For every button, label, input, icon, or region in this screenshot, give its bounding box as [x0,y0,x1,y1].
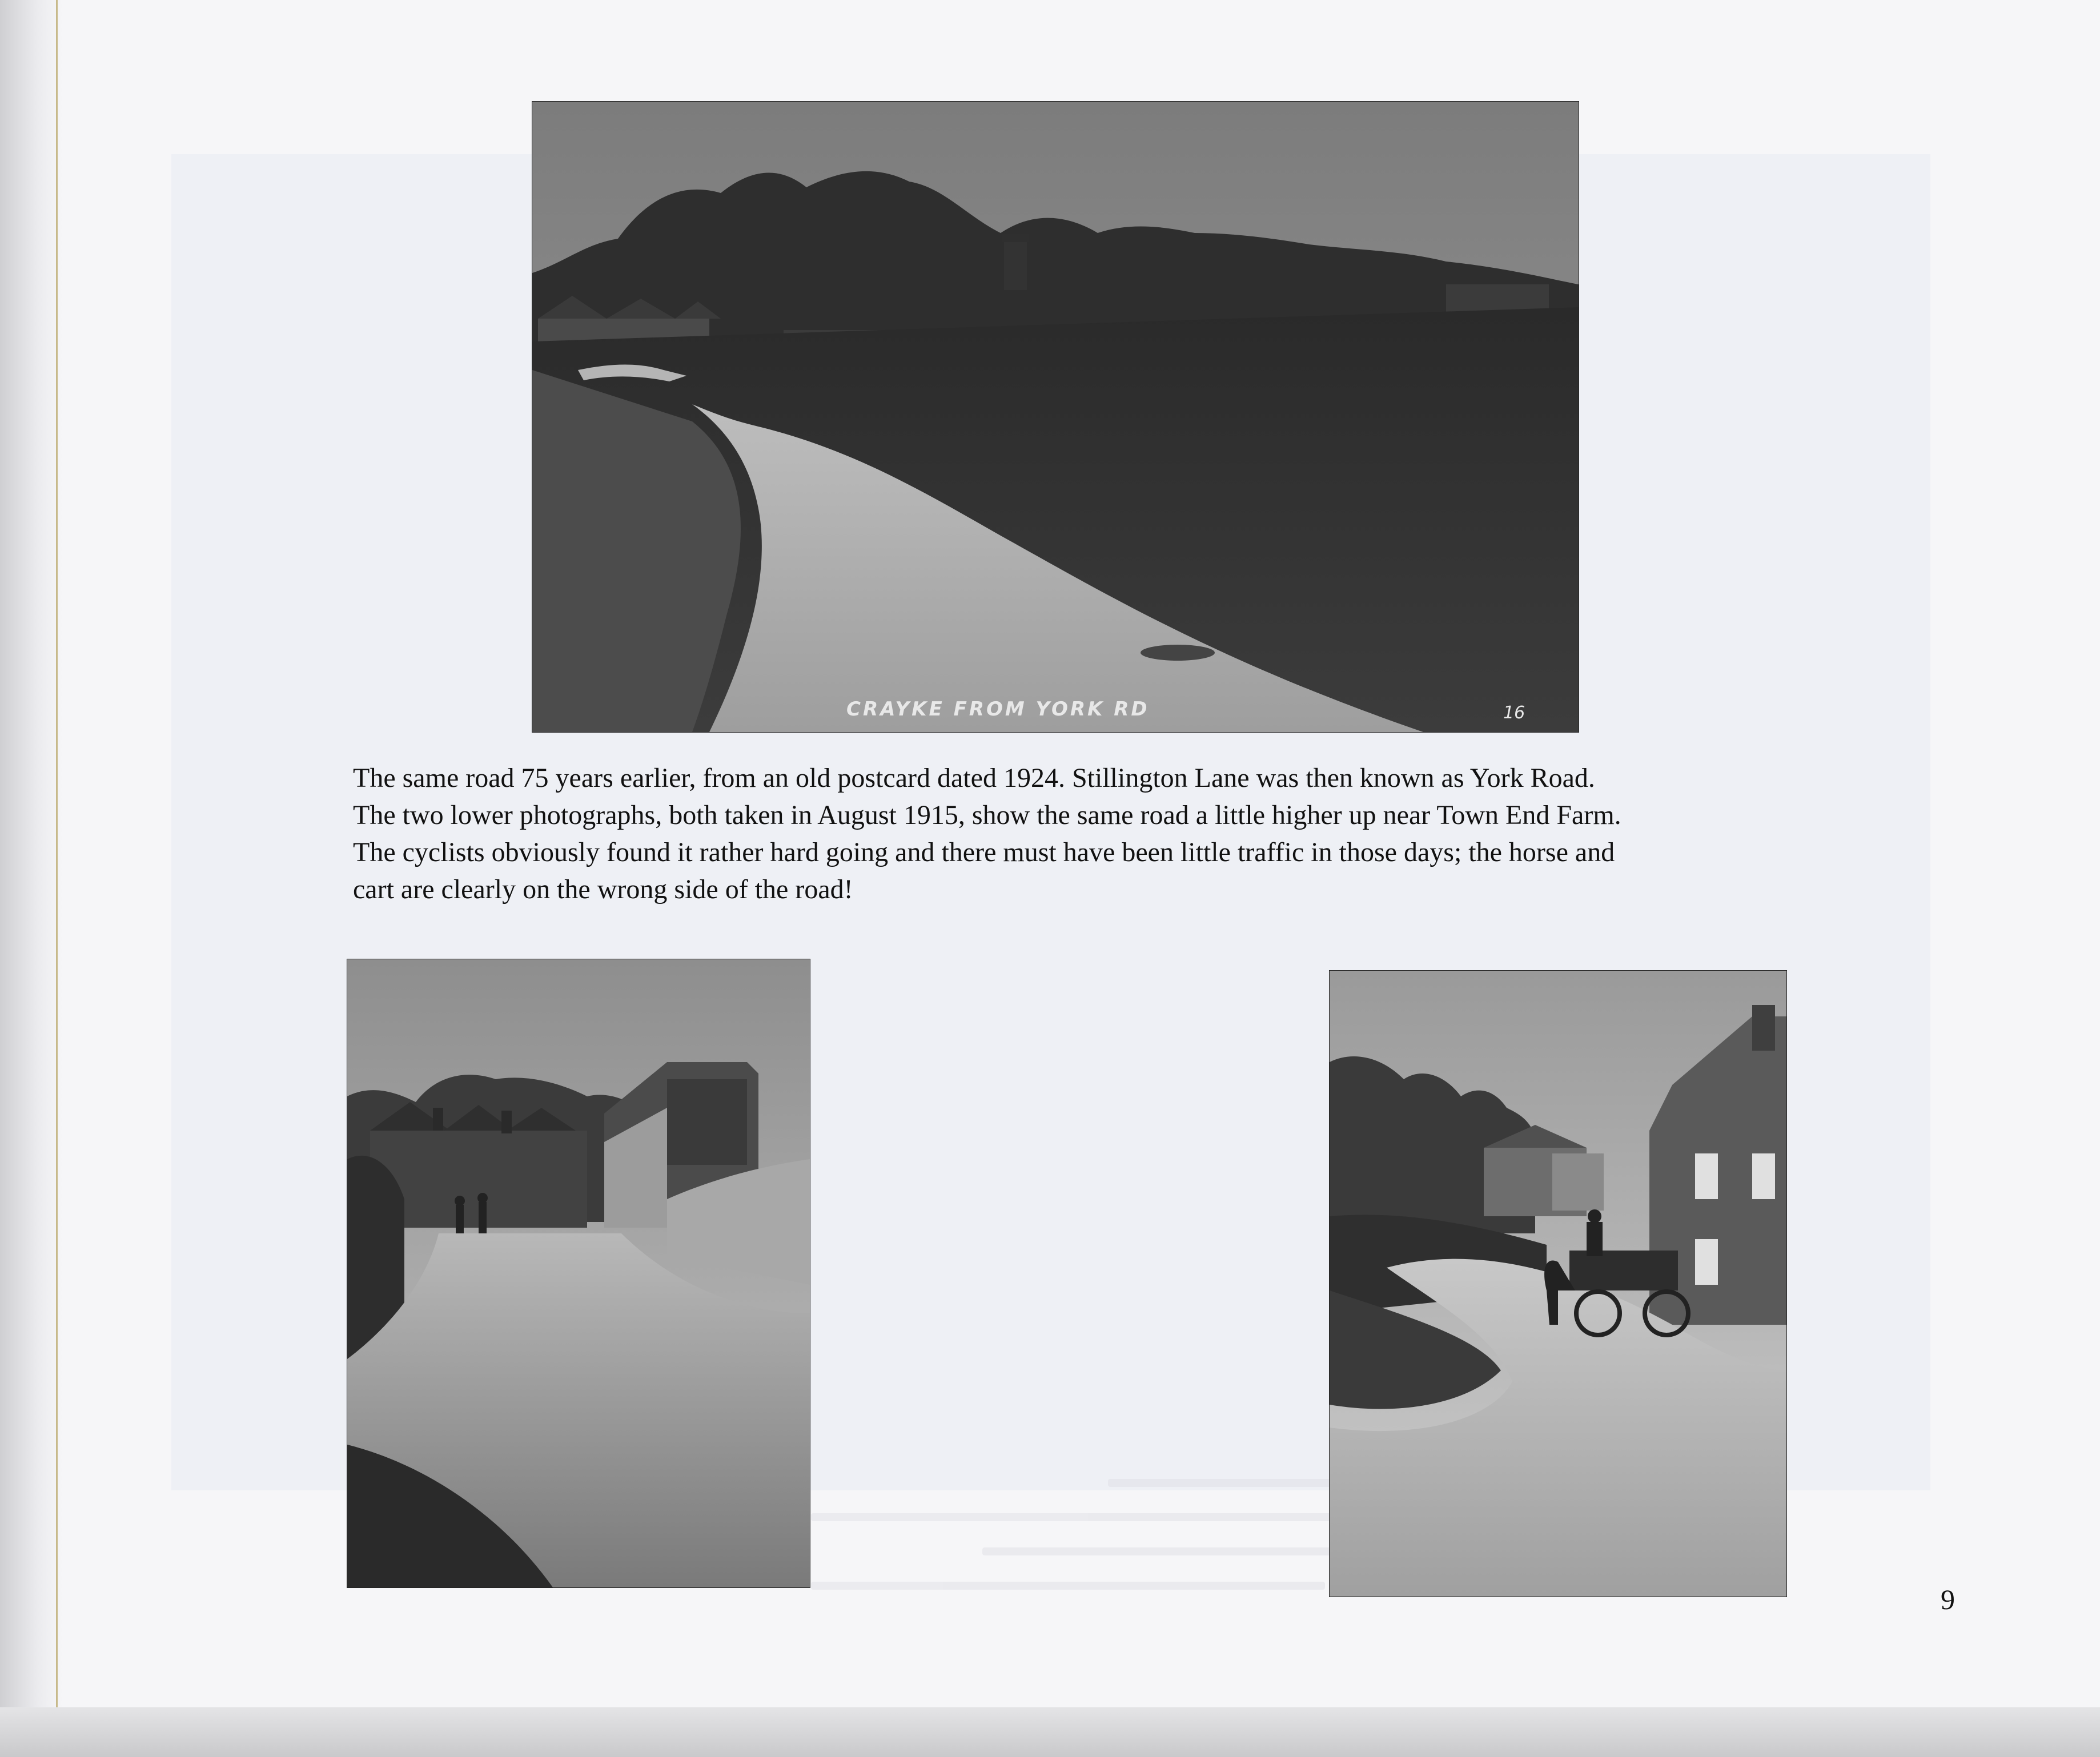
photo-postcard-road [532,102,1579,732]
photo-cyclists-road [347,959,810,1587]
book-gutter [0,0,63,1757]
page-bottom-shadow [0,1707,2100,1757]
postcard-title: CRAYKE FROM YORK RD [846,698,1150,721]
photo-horse-cart [1330,971,1786,1597]
postcard-number: 16 [1503,703,1525,723]
photo-caption [353,759,1792,908]
caption-line: The same road 75 years earlier, from an old postcard dated 1924. Stillington Lane was then known as York Road. [353,763,1595,793]
caption-line: cart are clearly on the wrong side of the road! [353,874,853,904]
page-edge [56,0,58,1707]
caption-line: The cyclists obviously found it rather hard going and there must have been little traffic in those days; the horse and [353,837,1615,867]
caption-line: The two lower photographs, both taken in August 1915, show the same road a little higher up near Town End Farm. [353,800,1621,830]
page-number: 9 [1941,1583,1955,1615]
